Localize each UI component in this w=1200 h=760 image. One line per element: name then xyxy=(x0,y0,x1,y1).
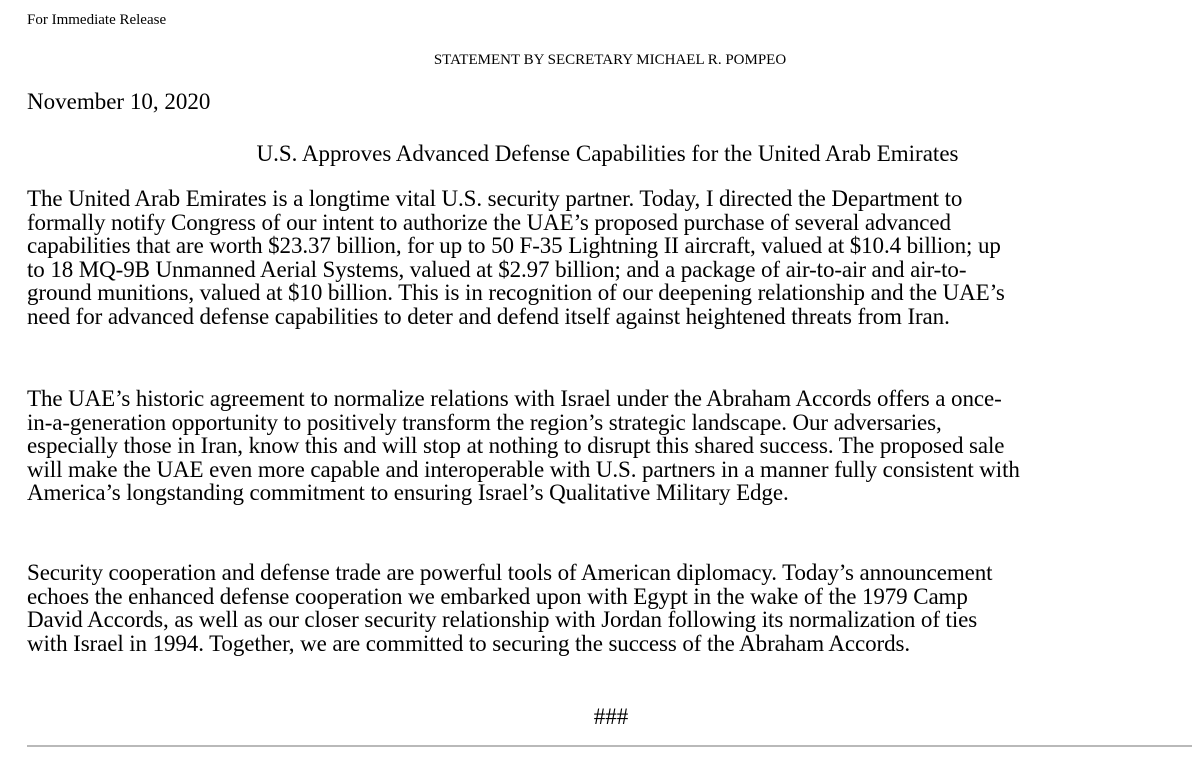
paragraph-2 xyxy=(27,387,1197,505)
paragraph-line: The United Arab Emirates is a longtime vital U.S. security partner. Today, I directed the Department to xyxy=(27,186,963,211)
paragraph-line: America’s longstanding commitment to ensuring Israel’s Qualitative Military Edge. xyxy=(27,480,789,505)
paragraph-line: to 18 MQ-9B Unmanned Aerial Systems, valued at $2.97 billion; and a package of air-to-air and air-to- xyxy=(27,256,967,282)
paragraph-line: especially those in Iran, know this and will stop at nothing to disrupt this shared success. The proposed sale xyxy=(27,433,1005,458)
paragraph-line: Security cooperation and defense trade are powerful tools of American diplomacy. Today’s announcement xyxy=(27,560,993,585)
paragraph-line: echoes the enhanced defense cooperation we embarked upon with Egypt in the wake of the 1979 Camp xyxy=(27,583,968,609)
paragraph-line: ground munitions, valued at $10 billion. This is in recognition of our deepening relationship and the UAE’s xyxy=(27,280,1005,305)
paragraph-line: formally notify Congress of our intent to authorize the UAE’s proposed purchase of several advanced xyxy=(27,209,951,235)
release-date: November 10, 2020 xyxy=(27,89,211,114)
paragraph-line: in-a-generation opportunity to positively transform the region’s strategic landscape. Our adversaries, xyxy=(27,409,942,435)
paragraph-line: David Accords, as well as our closer security relationship with Jordan following its normalization of ties xyxy=(27,607,978,632)
paragraph-line: will make the UAE even more capable and interoperable with U.S. partners in a manner fully consistent with xyxy=(27,456,1020,482)
statement-byline: STATEMENT BY SECRETARY MICHAEL R. POMPEO xyxy=(433,52,787,68)
end-mark: ### xyxy=(593,704,629,729)
paragraph-line: capabilities that are worth $23.37 billion, for up to 50 F-35 Lightning II aircraft, valued at $10.4 billion; up xyxy=(27,233,1001,258)
paragraph-line: The UAE’s historic agreement to normalize relations with Israel under the Abraham Accords offers a once- xyxy=(27,386,1002,411)
headline: U.S. Approves Advanced Defense Capabilities for the United Arab Emirates xyxy=(256,141,959,166)
paragraph-1 xyxy=(27,187,1197,328)
page-divider xyxy=(27,745,1192,747)
paragraph-3 xyxy=(27,561,1197,655)
release-label: For Immediate Release xyxy=(27,12,167,28)
paragraph-line: need for advanced defense capabilities to deter and defend itself against heightened threats from Iran. xyxy=(27,303,950,329)
paragraph-line: with Israel in 1994. Together, we are committed to securing the success of the Abraham Accords. xyxy=(27,630,911,656)
